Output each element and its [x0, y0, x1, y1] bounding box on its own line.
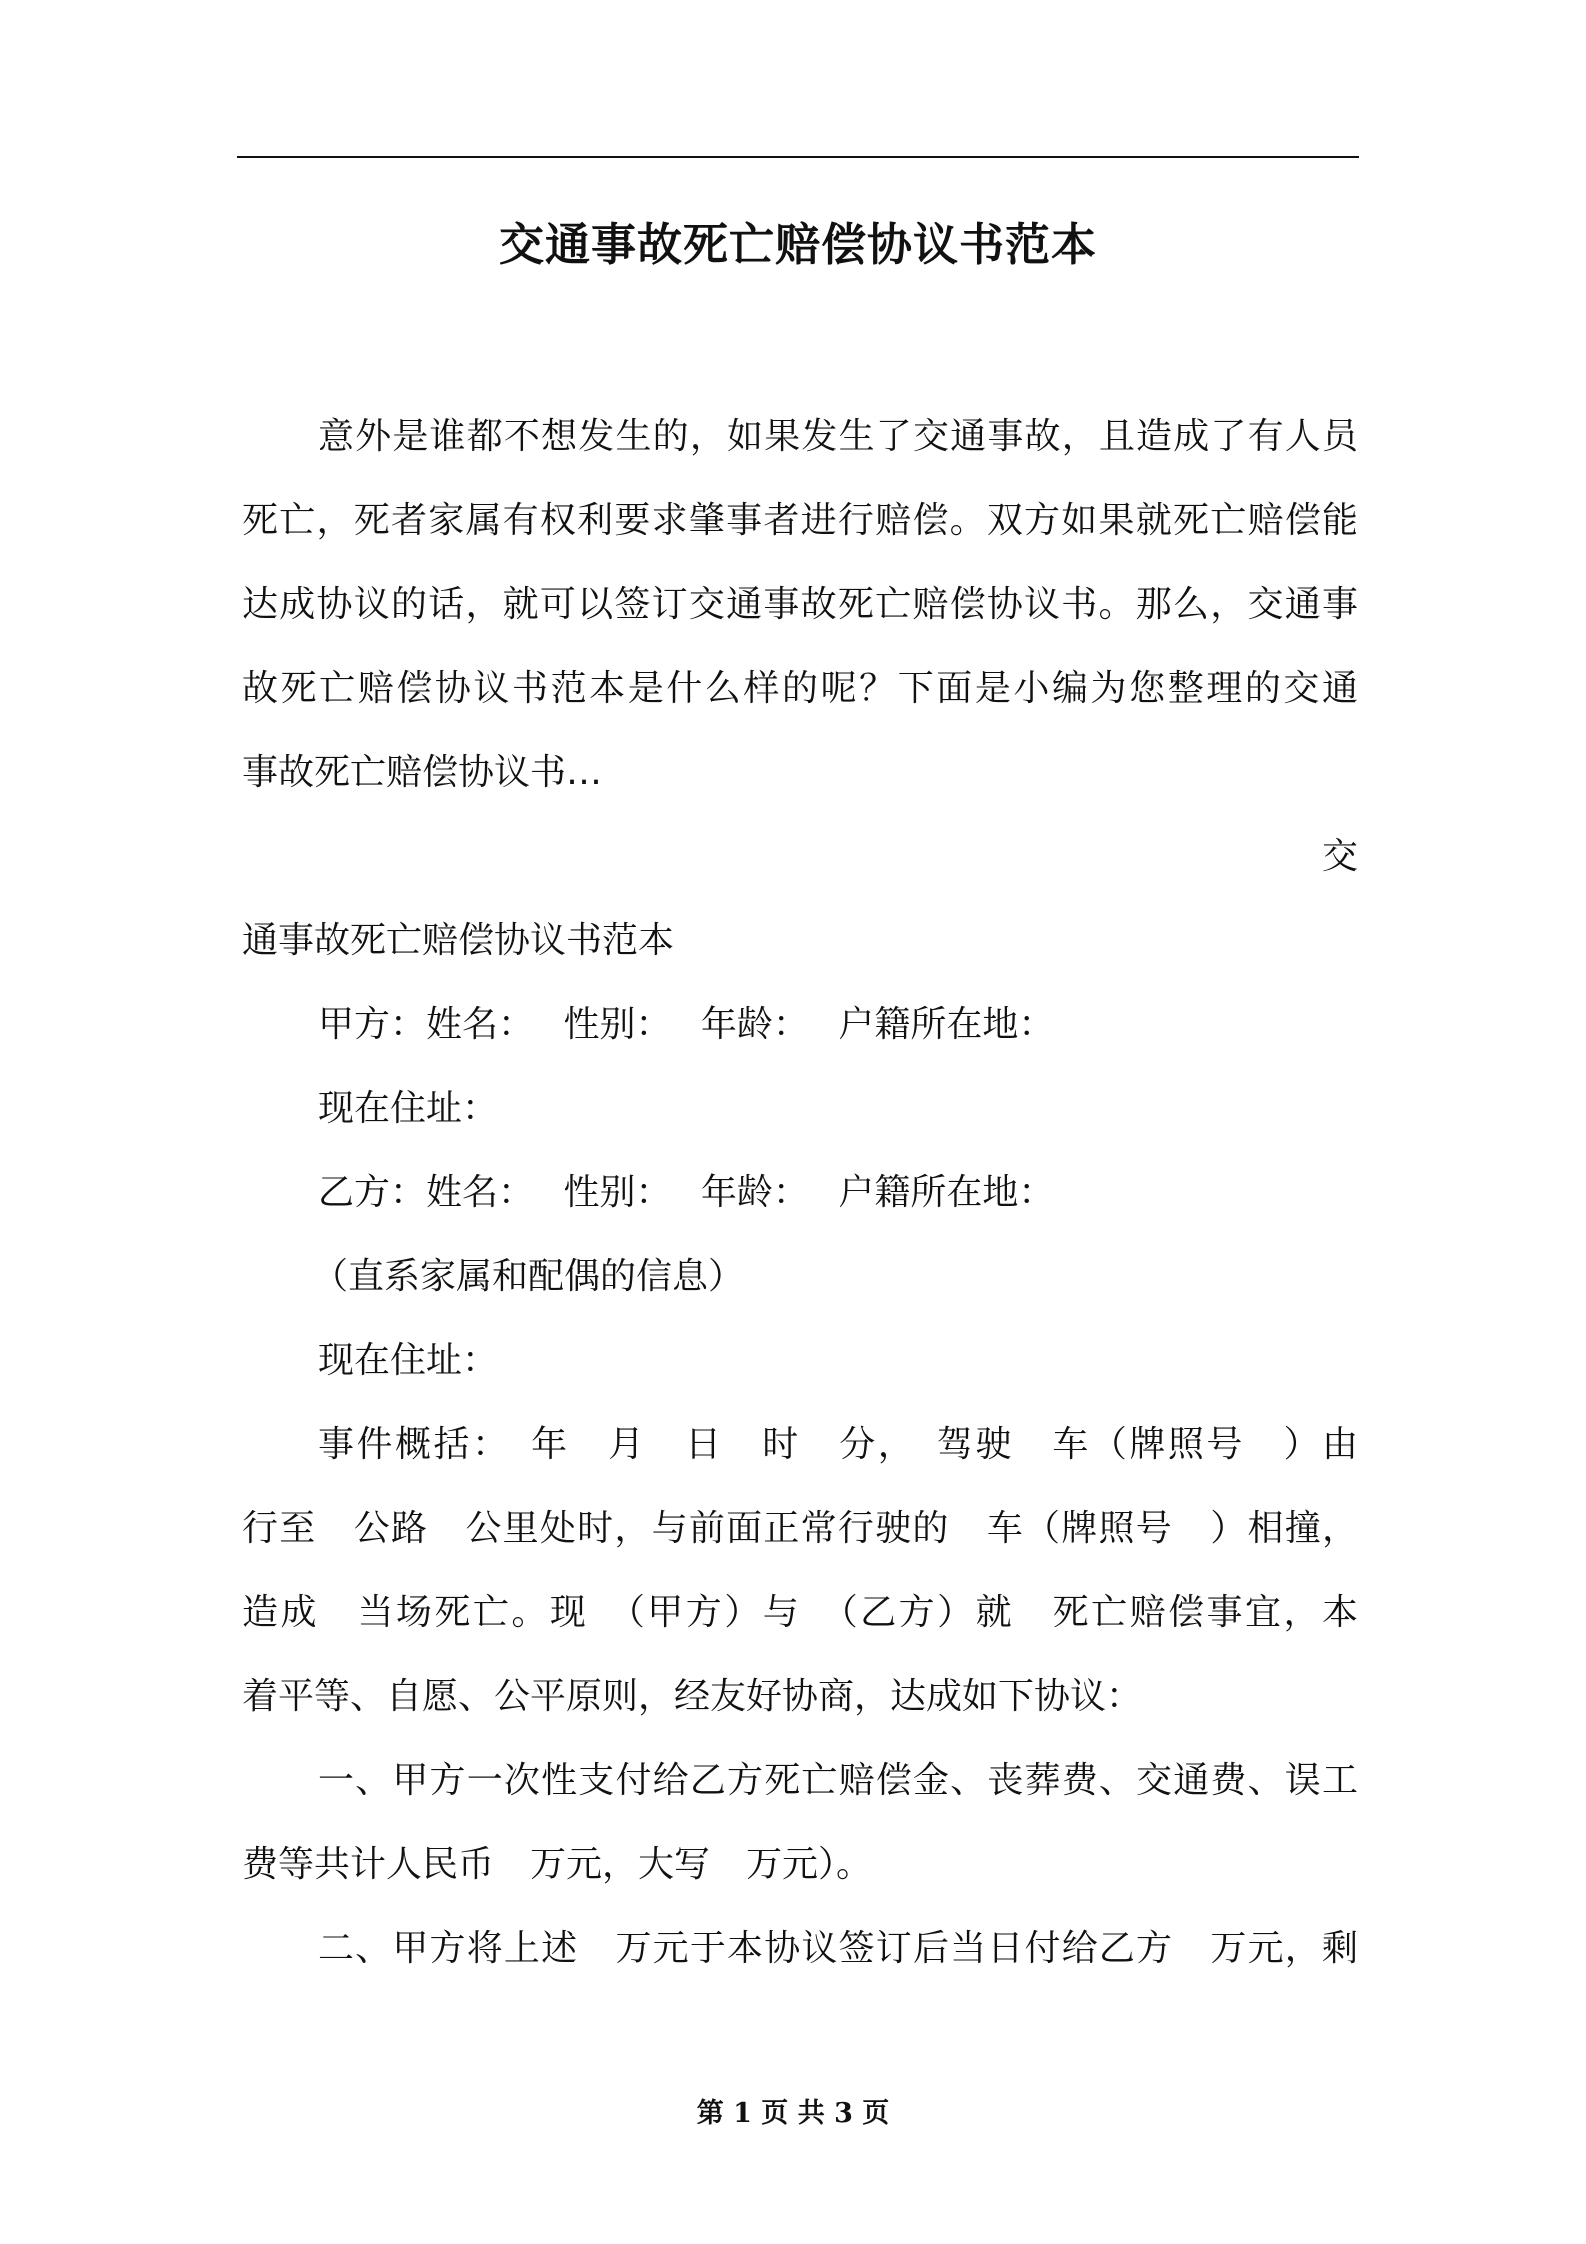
body-line: 达成协议的话，就可以签订交通事故死亡赔偿协议书。那么，交通事	[242, 584, 1358, 625]
body-line: 事故死亡赔偿协议书…	[242, 752, 603, 793]
body-line: 意外是谁都不想发生的，如果发生了交通事故，且造成了有人员	[318, 416, 1358, 457]
body-line: 二、甲方将上述 万元于本协议签订后当日付给乙方 万元，剩	[318, 1928, 1358, 1969]
body-line: 着平等、自愿、公平原则，经友好协商，达成如下协议：	[242, 1676, 1143, 1717]
header-rule	[237, 156, 1359, 158]
body-line: 行至 公路 公里处时，与前面正常行驶的 车（牌照号 ）相撞，	[242, 1508, 1358, 1549]
body-line: 一、甲方一次性支付给乙方死亡赔偿金、丧葬费、交通费、误工	[318, 1760, 1358, 1801]
body-line: 乙方：姓名： 性别： 年龄： 户籍所在地：	[318, 1172, 1055, 1213]
body-line: 事件概括： 年 月 日 时 分， 驾驶 车（牌照号 ）由	[318, 1424, 1358, 1465]
body-line: 现在住址：	[318, 1088, 499, 1129]
body-line: （直系家属和配偶的信息）	[312, 1256, 745, 1297]
body-line: 造成 当场死亡。现 （甲方）与 （乙方）就 死亡赔偿事宜，本	[242, 1592, 1358, 1633]
body-line: 通事故死亡赔偿协议书范本	[242, 920, 675, 961]
page-footer: 第 1 页 共 3 页	[696, 2098, 890, 2129]
body-line: 费等共计人民币 万元，大写 万元）。	[242, 1844, 873, 1885]
body-line: 死亡，死者家属有权利要求肇事者进行赔偿。双方如果就死亡赔偿能	[242, 500, 1358, 541]
body-line: 甲方：姓名： 性别： 年龄： 户籍所在地：	[318, 1004, 1055, 1045]
document-title: 交通事故死亡赔偿协议书范本	[498, 218, 1097, 271]
body-line: 故死亡赔偿协议书范本是什么样的呢？下面是小编为您整理的交通	[242, 668, 1358, 709]
body-line: 交	[1321, 836, 1358, 877]
body-line: 现在住址：	[318, 1340, 499, 1381]
